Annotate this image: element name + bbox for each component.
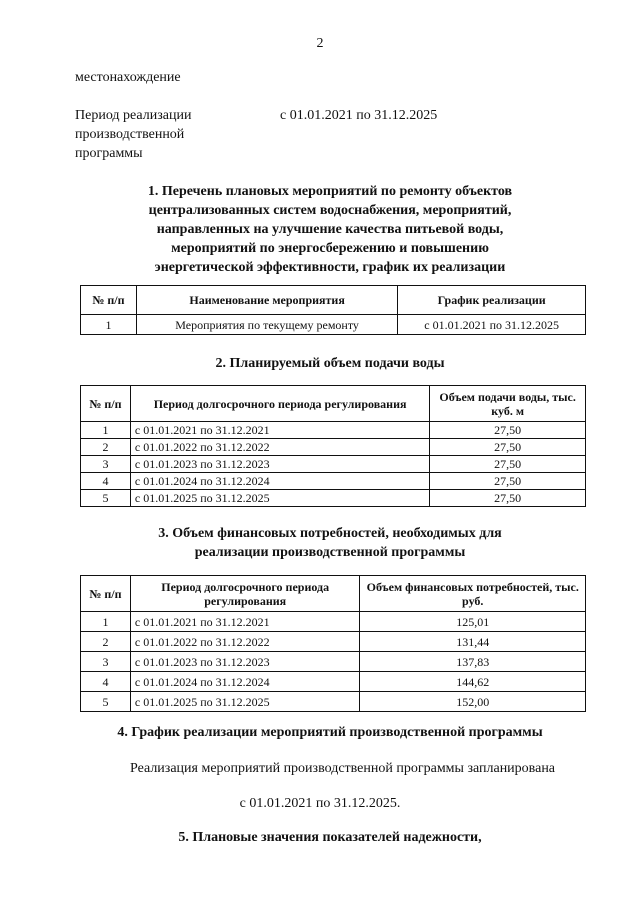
cell-water-volume: 27,50 [430, 422, 586, 439]
location-label: местонахождение [75, 70, 181, 85]
water-volume-table-header [81, 386, 586, 422]
cell-financial-needs: 137,83 [360, 652, 586, 672]
section4-text-line2: с 01.01.2021 по 31.12.2025. [239, 796, 401, 811]
cell-schedule: с 01.01.2021 по 31.12.2025 [398, 315, 586, 335]
section4-text-line1: Реализация мероприятий производственной программы запланирована [130, 761, 556, 776]
section1-title-line: направленных на улучшение качества питьевой воды, [156, 222, 504, 237]
cell-number: 4 [81, 672, 131, 692]
period-value: с 01.01.2021 по 31.12.2025 [280, 108, 438, 123]
table-row [81, 672, 586, 692]
cell-water-volume: 27,50 [430, 490, 586, 507]
cell-period: с 01.01.2024 по 31.12.2024 [130, 672, 360, 692]
table-row [81, 612, 586, 632]
section3-title [60, 524, 600, 562]
events-table-header [81, 286, 586, 315]
cell-number: 3 [81, 456, 131, 473]
table-row [81, 632, 586, 652]
cell-number: 3 [81, 652, 131, 672]
cell-period: с 01.01.2022 по 31.12.2022 [130, 632, 360, 652]
section3-title-line: 3. Объем финансовых потребностей, необходимых для [158, 526, 502, 541]
col-header-number: № п/п [81, 286, 137, 315]
section1-title-line: централизованных систем водоснабжения, мероприятий, [148, 203, 512, 218]
financial-needs-table [80, 575, 586, 712]
cell-number: 1 [81, 422, 131, 439]
section1-title-line: энергетической эффективности, график их реализации [154, 260, 506, 275]
cell-financial-needs: 125,01 [360, 612, 586, 632]
cell-period: с 01.01.2023 по 31.12.2023 [130, 652, 360, 672]
cell-number: 1 [81, 315, 137, 335]
cell-number: 5 [81, 692, 131, 712]
col-header-event-name: Наименование мероприятия [136, 286, 397, 315]
table-row [81, 473, 586, 490]
cell-water-volume: 27,50 [430, 456, 586, 473]
table-row [81, 422, 586, 439]
table-row [81, 490, 586, 507]
section1-title-line: 1. Перечень плановых мероприятий по ремонту объектов [147, 184, 513, 199]
cell-period: с 01.01.2023 по 31.12.2023 [130, 456, 429, 473]
section1-title [60, 182, 600, 277]
col-header-schedule: График реализации [398, 286, 586, 315]
col-header-number: № п/п [81, 576, 131, 612]
period-label-line: программы [75, 146, 143, 161]
cell-financial-needs: 144,62 [360, 672, 586, 692]
col-header-period: Период долгосрочного периода регулирования [130, 386, 429, 422]
cell-financial-needs: 152,00 [360, 692, 586, 712]
section5-title: 5. Плановые значения показателей надежности, [178, 830, 482, 845]
cell-event-name: Мероприятия по текущему ремонту [136, 315, 397, 335]
cell-period: с 01.01.2024 по 31.12.2024 [130, 473, 429, 490]
cell-period: с 01.01.2022 по 31.12.2022 [130, 439, 429, 456]
cell-number: 5 [81, 490, 131, 507]
table-row [81, 692, 586, 712]
cell-number: 4 [81, 473, 131, 490]
cell-water-volume: 27,50 [430, 473, 586, 490]
col-header-period: Период долгосрочного периода регулирования [130, 576, 360, 612]
cell-number: 2 [81, 632, 131, 652]
table-row [81, 456, 586, 473]
cell-period: с 01.01.2025 по 31.12.2025 [130, 490, 429, 507]
table-row [81, 315, 586, 335]
cell-period: с 01.01.2021 по 31.12.2021 [130, 422, 429, 439]
section3-title-line: реализации производственной программы [194, 545, 466, 560]
cell-number: 2 [81, 439, 131, 456]
page-number: 2 [316, 36, 324, 51]
table-row [81, 439, 586, 456]
col-header-number: № п/п [81, 386, 131, 422]
cell-period: с 01.01.2021 по 31.12.2021 [130, 612, 360, 632]
period-label [75, 106, 191, 163]
water-volume-table [80, 385, 586, 507]
col-header-water-volume: Объем подачи воды, тыс. куб. м [430, 386, 586, 422]
section2-title: 2. Планируемый объем подачи воды [215, 356, 445, 371]
period-label-line: Период реализации [75, 108, 192, 123]
col-header-financial-needs: Объем финансовых потребностей, тыс. руб. [360, 576, 586, 612]
cell-period: с 01.01.2025 по 31.12.2025 [130, 692, 360, 712]
section4-title: 4. График реализации мероприятий производственной программы [117, 725, 543, 740]
financial-needs-table-header [81, 576, 586, 612]
table-row [81, 652, 586, 672]
cell-number: 1 [81, 612, 131, 632]
events-table [80, 285, 586, 335]
period-label-line: производственной [75, 127, 185, 142]
cell-financial-needs: 131,44 [360, 632, 586, 652]
cell-water-volume: 27,50 [430, 439, 586, 456]
section1-title-line: мероприятий по энергосбережению и повышению [171, 241, 489, 256]
